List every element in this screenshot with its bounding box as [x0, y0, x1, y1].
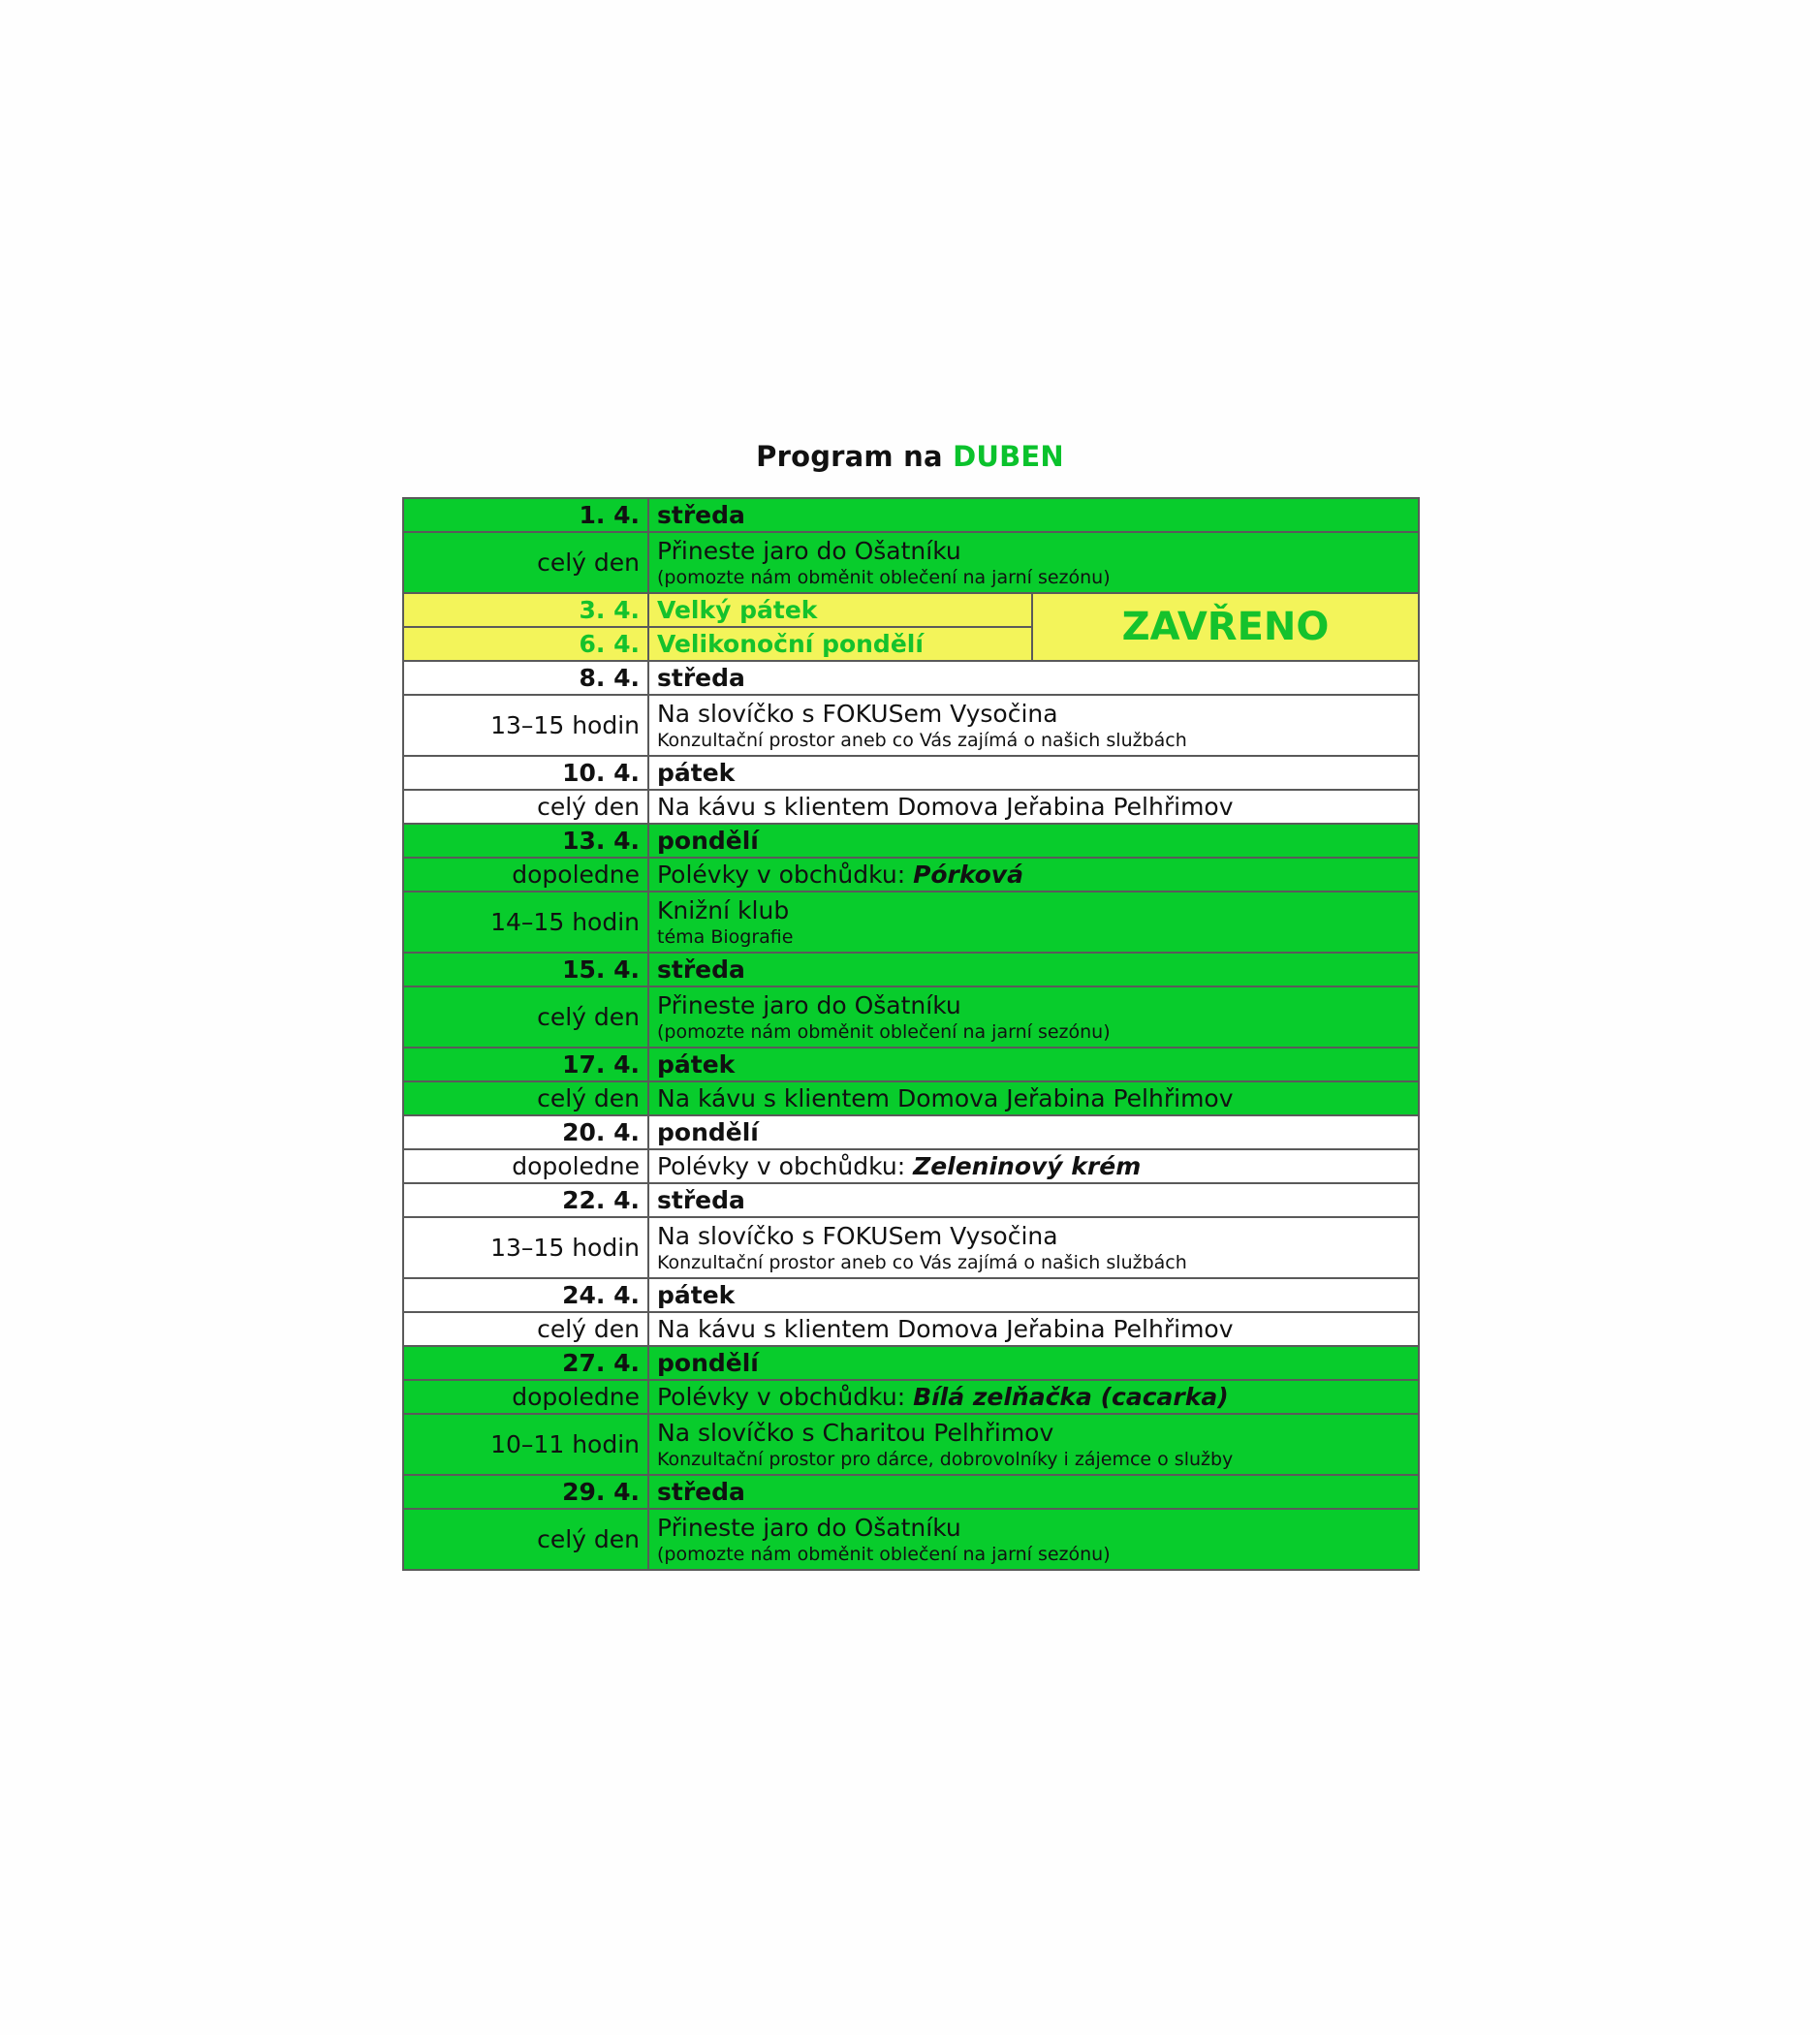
time-cell: celý den: [403, 532, 648, 593]
day-name-cell: pátek: [648, 1048, 1419, 1081]
soup-label: Polévky v obchůdku:: [657, 1152, 914, 1180]
time-cell: celý den: [403, 1312, 648, 1346]
event-note: (pomozte nám obměnit oblečení na jarní sezónu): [657, 1544, 1111, 1565]
time-cell: celý den: [403, 1509, 648, 1570]
table-row: [403, 858, 1419, 892]
event-cell: [648, 1509, 1419, 1570]
table-row: [403, 1475, 1419, 1509]
date-cell: 1. 4.: [403, 498, 648, 532]
table-row: [403, 695, 1419, 756]
date-cell: 13. 4.: [403, 824, 648, 858]
time-cell: dopoledne: [403, 1380, 648, 1414]
event-title: Přineste jaro do Ošatníku: [657, 1514, 961, 1542]
event-cell: [648, 858, 1419, 892]
event-title: Na slovíčko s FOKUSem Vysočina: [657, 700, 1058, 728]
time-cell: 13–15 hodin: [403, 695, 648, 756]
date-cell: 15. 4.: [403, 953, 648, 986]
soup-name: Zeleninový krém: [913, 1152, 1142, 1180]
event-cell: [648, 986, 1419, 1048]
event-title: Přineste jaro do Ošatníku: [657, 991, 961, 1019]
time-cell: 14–15 hodin: [403, 892, 648, 953]
event-note: (pomozte nám obměnit oblečení na jarní sezónu): [657, 567, 1111, 588]
event-note: Konzultační prostor aneb co Vás zajímá o našich službách: [657, 730, 1187, 751]
day-name-cell: pondělí: [648, 824, 1419, 858]
date-cell: 10. 4.: [403, 756, 648, 790]
date-cell: 6. 4.: [403, 627, 648, 661]
event-cell: Na kávu s klientem Domova Jeřabina Pelhřimov: [648, 790, 1419, 824]
table-row: [403, 756, 1419, 790]
table-row: [403, 532, 1419, 593]
table-row: [403, 593, 1419, 627]
table-row: [403, 1149, 1419, 1183]
event-note: téma Biografie: [657, 926, 794, 948]
table-row: [403, 498, 1419, 532]
table-row: [403, 661, 1419, 695]
title-month: DUBEN: [953, 440, 1064, 473]
date-cell: 8. 4.: [403, 661, 648, 695]
table-row: [403, 1217, 1419, 1278]
holiday-cell: Velký pátek: [648, 593, 1032, 627]
table-row: [403, 1278, 1419, 1312]
table-row: [403, 824, 1419, 858]
date-cell: 27. 4.: [403, 1346, 648, 1380]
table-row: [403, 1312, 1419, 1346]
day-name-cell: pátek: [648, 756, 1419, 790]
day-name-cell: středa: [648, 1475, 1419, 1509]
table-row: [403, 892, 1419, 953]
event-cell: [648, 532, 1419, 593]
day-name-cell: středa: [648, 661, 1419, 695]
event-cell: [648, 1217, 1419, 1278]
time-cell: celý den: [403, 1081, 648, 1115]
event-note: (pomozte nám obměnit oblečení na jarní sezónu): [657, 1021, 1111, 1043]
soup-name: Bílá zelňačka (cacarka): [913, 1383, 1229, 1411]
title-prefix: Program na: [756, 440, 943, 473]
day-name-cell: středa: [648, 498, 1419, 532]
event-title: Knižní klub: [657, 896, 790, 924]
event-cell: [648, 892, 1419, 953]
time-cell: celý den: [403, 986, 648, 1048]
event-cell: [648, 1149, 1419, 1183]
time-cell: 13–15 hodin: [403, 1217, 648, 1278]
table-row: [403, 1183, 1419, 1217]
event-cell: [648, 1414, 1419, 1475]
table-row: [403, 1048, 1419, 1081]
holiday-cell: Velikonoční pondělí: [648, 627, 1032, 661]
table-row: [403, 1081, 1419, 1115]
date-cell: 17. 4.: [403, 1048, 648, 1081]
table-row: [403, 1509, 1419, 1570]
date-cell: 24. 4.: [403, 1278, 648, 1312]
date-cell: 3. 4.: [403, 593, 648, 627]
program-table: [402, 497, 1420, 1571]
event-note: Konzultační prostor aneb co Vás zajímá o našich službách: [657, 1252, 1187, 1273]
table-row: [403, 1414, 1419, 1475]
event-title: Na slovíčko s Charitou Pelhřimov: [657, 1419, 1054, 1447]
table-row: [403, 790, 1419, 824]
event-cell: Na kávu s klientem Domova Jeřabina Pelhřimov: [648, 1081, 1419, 1115]
table-row: [403, 1346, 1419, 1380]
time-cell: dopoledne: [403, 858, 648, 892]
soup-label: Polévky v obchůdku:: [657, 1383, 914, 1411]
table-row: [403, 953, 1419, 986]
table-row: [403, 986, 1419, 1048]
soup-name: Pórková: [913, 861, 1023, 889]
date-cell: 20. 4.: [403, 1115, 648, 1149]
event-cell: Na kávu s klientem Domova Jeřabina Pelhřimov: [648, 1312, 1419, 1346]
day-name-cell: pondělí: [648, 1346, 1419, 1380]
day-name-cell: pondělí: [648, 1115, 1419, 1149]
time-cell: dopoledne: [403, 1149, 648, 1183]
page-title: [0, 440, 1820, 473]
time-cell: celý den: [403, 790, 648, 824]
event-cell: [648, 695, 1419, 756]
event-title: Na slovíčko s FOKUSem Vysočina: [657, 1222, 1058, 1250]
date-cell: 29. 4.: [403, 1475, 648, 1509]
event-title: Přineste jaro do Ošatníku: [657, 537, 961, 565]
soup-label: Polévky v obchůdku:: [657, 861, 914, 889]
table-row: [403, 1380, 1419, 1414]
table-row: [403, 1115, 1419, 1149]
time-cell: 10–11 hodin: [403, 1414, 648, 1475]
day-name-cell: středa: [648, 953, 1419, 986]
event-note: Konzultační prostor pro dárce, dobrovolníky i zájemce o služby: [657, 1449, 1234, 1470]
date-cell: 22. 4.: [403, 1183, 648, 1217]
day-name-cell: středa: [648, 1183, 1419, 1217]
closed-label: ZAVŘENO: [1032, 593, 1419, 661]
event-cell: [648, 1380, 1419, 1414]
day-name-cell: pátek: [648, 1278, 1419, 1312]
